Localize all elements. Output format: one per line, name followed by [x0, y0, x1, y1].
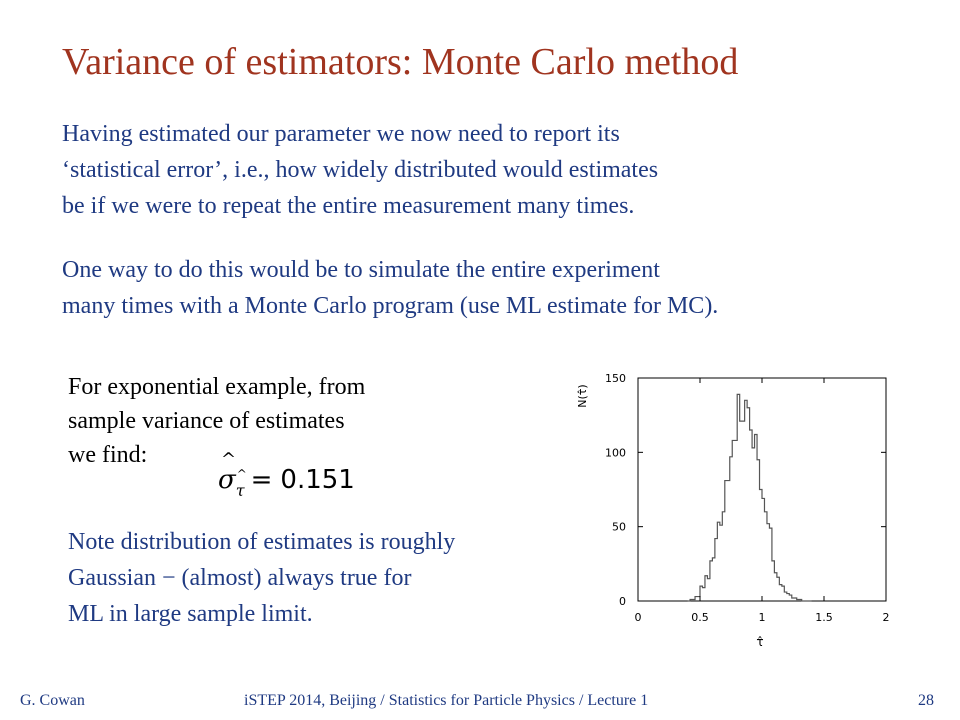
slide-title: Variance of estimators: Monte Carlo method [62, 41, 739, 83]
y-axis-label: N(τ̂) [576, 384, 589, 408]
histogram-bin [760, 490, 762, 602]
y-tick-label: 0 [619, 595, 626, 608]
histogram-bin [779, 585, 781, 601]
histogram-bin [702, 588, 704, 601]
x-tick-label: 0 [634, 611, 642, 624]
histogram-bin [750, 430, 752, 601]
example-line-3: we find: [68, 442, 148, 468]
histogram-bin [707, 579, 709, 601]
y-tick-label: 50 [612, 520, 626, 534]
histogram-bin [727, 481, 729, 601]
method-line-2: many times with a Monte Carlo program (use ML estimate for MC). [62, 293, 719, 319]
method-line-1: One way to do this would be to simulate the entire experiment [62, 257, 660, 283]
x-tick-label: 2 [882, 611, 890, 624]
x-tick-label: 1.5 [815, 611, 833, 624]
method-paragraph [62, 252, 718, 324]
histogram-bin [762, 498, 764, 601]
note-line-2: Gaussian − (almost) always true for [68, 565, 412, 591]
histogram-bin [712, 558, 714, 601]
footer-page-number: 28 [918, 692, 934, 709]
note-line-1: Note distribution of estimates is roughly [68, 529, 456, 555]
histogram-bin [732, 440, 734, 601]
histogram-bin [735, 440, 737, 601]
x-axis-label: τ̂ [756, 635, 764, 649]
intro-paragraph [62, 116, 658, 224]
y-tick-label: 150 [605, 372, 626, 385]
sigma-symbol: ^ σ [218, 449, 237, 495]
intro-line-3: be if we were to repeat the entire measurement many times. [62, 193, 635, 219]
histogram-bin [742, 421, 744, 601]
footer-author: G. Cowan [20, 692, 85, 709]
example-line-2: sample variance of estimates [68, 408, 345, 434]
x-tick-label: 1 [758, 611, 766, 624]
histogram-bin [752, 448, 754, 601]
histogram-bin [740, 421, 742, 601]
footer-course: iSTEP 2014, Beijing / Statistics for Particle Physics / Lecture 1 [244, 692, 649, 709]
histogram-bin [745, 400, 747, 601]
intro-line-1: Having estimated our parameter we now need to report its [62, 121, 620, 147]
variance-formula [218, 449, 355, 500]
intro-line-2: ‘statistical error’, i.e., how widely distributed would estimates [62, 157, 659, 183]
histogram-bin [747, 408, 749, 601]
example-line-1: For exponential example, from [68, 374, 366, 400]
histogram-bin [720, 525, 722, 601]
example-text [68, 370, 365, 472]
histogram-bin [764, 512, 766, 601]
y-tick-label: 100 [605, 446, 626, 460]
note-text [68, 524, 455, 632]
formula-value: 0.151 [280, 465, 355, 495]
tau-subscript: ^ τ [235, 467, 247, 500]
histogram-bin [767, 524, 769, 601]
note-line-3: ML in large sample limit. [68, 601, 313, 627]
histogram-bars [688, 394, 812, 601]
histogram-chart [560, 356, 900, 656]
x-tick-label: 0.5 [691, 611, 709, 624]
equals-sign: = [250, 465, 273, 495]
